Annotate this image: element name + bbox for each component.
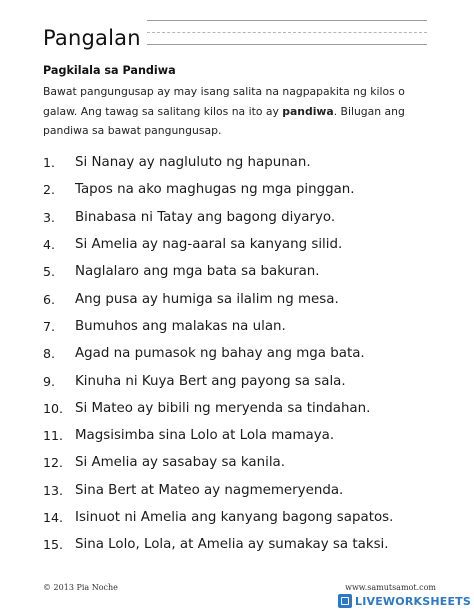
sentence-item [43, 531, 453, 558]
item-number: 3. [43, 209, 56, 225]
sentence-text[interactable]: Sina Lolo, Lola, at Amelia ay sumakay sa taksi. [75, 537, 389, 553]
sentence-text[interactable]: Si Amelia ay sasabay sa kanila. [75, 455, 286, 471]
liveworksheets-brand-text: LIVEWORKSHEETS [355, 594, 471, 608]
sentence-text[interactable]: Ang pusa ay humiga sa ilalim ng mesa. [75, 291, 339, 307]
liveworksheets-badge[interactable] [338, 593, 471, 609]
sentence-text[interactable]: Binabasa ni Tatay ang bagong diyaryo. [75, 209, 336, 225]
name-label: Pangalan [43, 26, 141, 50]
sentence-text[interactable]: Si Nanay ay nagluluto ng hapunan. [75, 155, 311, 171]
item-number: 1. [43, 155, 56, 171]
sentence-text[interactable]: Si Amelia ay nag-aaral sa kanyang silid. [75, 237, 343, 253]
sentence-text[interactable]: Naglalaro ang mga bata sa bakuran. [75, 264, 320, 280]
sentence-item [43, 231, 453, 258]
sentence-text[interactable]: Tapos na ako maghugas ng mga pinggan. [75, 182, 355, 198]
website-text: www.samutsamot.com [345, 583, 436, 592]
sentence-item [43, 395, 453, 422]
sentence-text[interactable]: Si Mateo ay bibili ng meryenda sa tindahan. [75, 400, 371, 416]
name-writing-lines[interactable] [147, 20, 427, 46]
item-number: 2. [43, 182, 56, 198]
sentence-text[interactable]: Bumuhos ang malakas na ulan. [75, 318, 286, 334]
sentence-item [43, 340, 453, 367]
sentence-text[interactable]: Kinuha ni Kuya Bert ang payong sa sala. [75, 373, 346, 389]
sentence-item [43, 313, 453, 340]
item-number: 4. [43, 237, 56, 253]
item-number: 12. [43, 455, 64, 471]
sentence-list [43, 149, 453, 558]
sentence-item [43, 422, 453, 449]
name-line-top [147, 20, 427, 21]
sentence-item [43, 477, 453, 504]
instructions-text-1: Bawat pangungusap ay may isang salita na nagpapakita ng kilos o galaw. Ang tawag sa salitang kilos na ito ay [43, 85, 405, 118]
sentence-item [43, 204, 453, 231]
item-number: 8. [43, 346, 56, 362]
name-line-bottom [147, 44, 427, 45]
name-line-middle [147, 32, 427, 33]
item-number: 7. [43, 318, 56, 334]
sentence-item [43, 149, 453, 176]
liveworksheets-logo-icon [338, 594, 352, 608]
sentence-text[interactable]: Sina Bert at Mateo ay nagmemeryenda. [75, 482, 344, 498]
item-number: 14. [43, 510, 64, 525]
sentence-item [43, 176, 453, 203]
sentence-text[interactable]: Agad na pumasok ng bahay ang mga bata. [75, 346, 365, 362]
item-number: 9. [43, 373, 56, 389]
instructions [43, 82, 438, 141]
sentence-item [43, 449, 453, 476]
item-number: 5. [43, 264, 56, 280]
item-number: 13. [43, 482, 64, 498]
item-number: 11. [43, 428, 64, 444]
sentence-text[interactable]: Magsisimba sina Lolo at Lola mamaya. [75, 428, 335, 444]
item-number: 10. [43, 400, 64, 416]
copyright-text: © 2013 Pia Noche [43, 583, 118, 592]
worksheet-title: Pagkilala sa Pandiwa [43, 64, 176, 77]
item-number: 15. [43, 537, 64, 553]
item-number: 6. [43, 291, 56, 307]
sentence-item [43, 258, 453, 285]
sentence-item [43, 285, 453, 312]
sentence-item [43, 504, 453, 531]
instructions-text-2: . Bilugan ang pandiwa sa bawat pangungusap. [43, 104, 405, 137]
sentence-text[interactable]: Isinuot ni Amelia ang kanyang bagong sapatos. [75, 510, 394, 525]
sentence-item [43, 367, 453, 394]
instructions-bold-word: pandiwa [282, 104, 334, 118]
